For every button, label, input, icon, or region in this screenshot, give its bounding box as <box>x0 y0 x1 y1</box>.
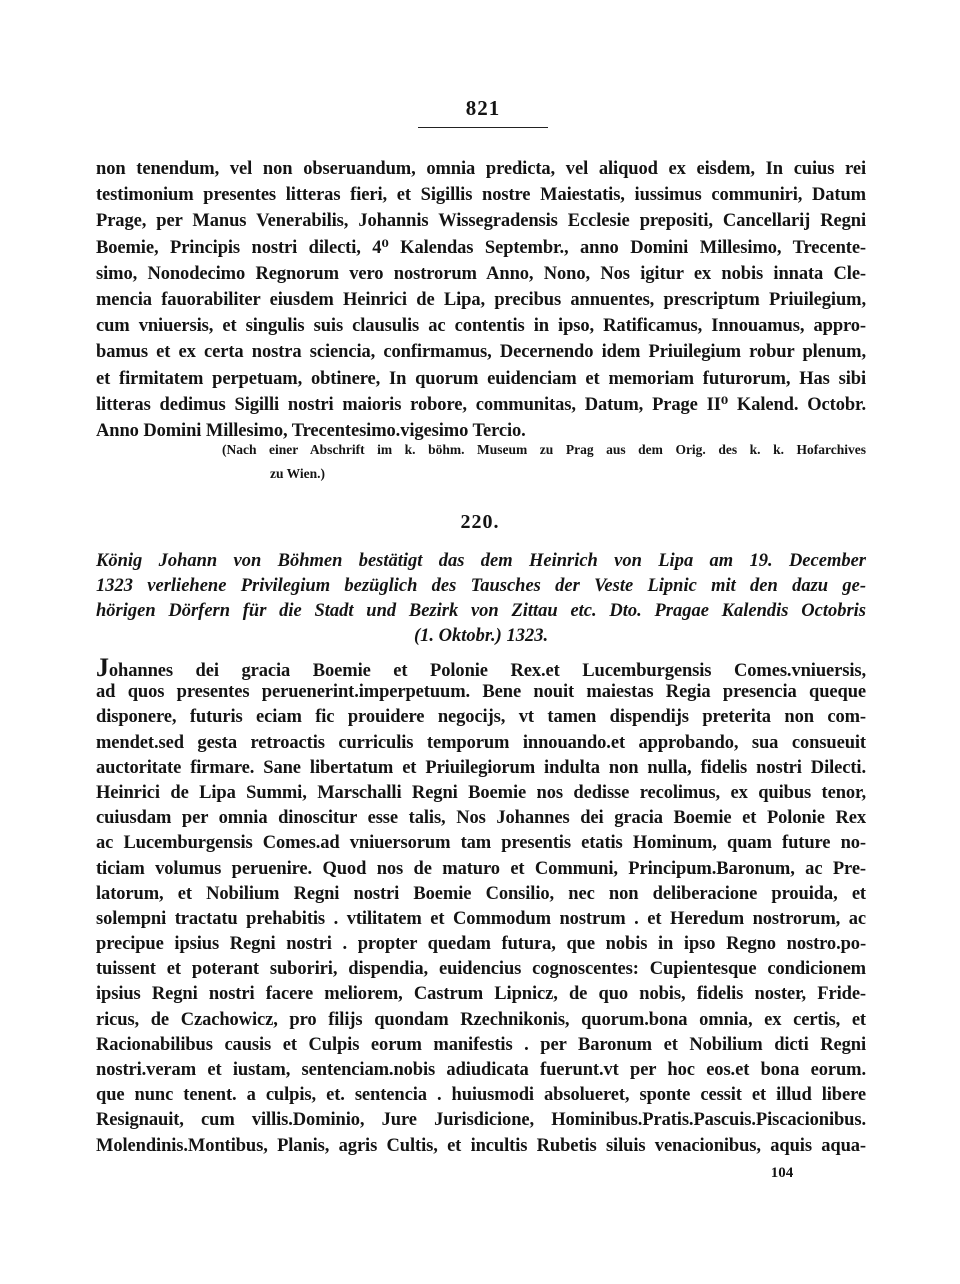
summary-line: (1. Oktobr.) 1323. <box>413 626 549 646</box>
first-line-text: ohannes dei gracia Boemie et Polonie Rex.et Lucemburgensis Comes.vniuersis, <box>108 661 866 681</box>
text-line: solempni tractatu prehabitis . vtilitatem et Commodum nostrum . et Heredum nostrorum, ac <box>96 908 866 929</box>
summary-line: hörigen Dörfern für die Stadt und Bezirk von Zittau etc. Dto. Pragae Kalendis Octobris <box>96 601 866 621</box>
text-line: latorum, et Nobilium Regni nostri Boemie Consilio, nec non deliberacione prouida, et <box>96 883 866 904</box>
text-line: Prage, per Manus Venerabilis, Johannis Wissegradensis Ecclesie prepositi, Cancellarij Regni <box>96 211 866 232</box>
paragraph-continuation <box>96 156 866 444</box>
text-line: ipsius Regni nostri facere meliorem, Castrum Lipnicz, de quo nobis, fidelis noster, Fride- <box>96 984 866 1005</box>
text-line: auctoritate firmare. Sane libertatum et Priuilegiorum indulta non nulla, fidelis nostri Dilecti. <box>96 757 866 778</box>
text-line: simo, Nonodecimo Regnorum vero nostrorum Anno, Nono, Nos igitur ex nobis innata Cle- <box>96 263 866 284</box>
summary-line: König Johann von Böhmen bestätigt das dem Heinrich von Lipa am 19. December <box>96 551 866 571</box>
text-line: ac Lucemburgensis Comes.ad vniuersorum tam presentis etatis Hominum, quam future no- <box>96 833 866 854</box>
text-line: precipue ipsius Regni nostri . propter quedam futura, que nobis in ipso Regno nostro.po- <box>96 934 866 955</box>
page-number: 821 <box>465 96 501 120</box>
source-note-line: (Nach einer Abschrift im k. böhm. Museum zu Prag aus dem Orig. des k. k. Hofarchives <box>222 442 866 457</box>
summary-line: 1323 verliehene Privilegium bezüglich des Tausches der Veste Lipnic mit den dazu ge- <box>96 576 866 596</box>
text-line: Molendinis.Montibus, Planis, agris Cultis, et incultis Rubetis siluis venacionibus, aquis aqua- <box>96 1135 866 1156</box>
text-line: Boemie, Principis nostri dilecti, 4⁰ Kalendas Septembr., anno Domini Millesimo, Trecente- <box>96 237 866 258</box>
text-line: Resignauit, cum villis.Dominio, Jure Jurisdicione, Hominibus.Pratis.Pascuis.Piscacionibus. <box>96 1110 866 1131</box>
text-line: testimonium presentes litteras fieri, et Sigillis nostre Maiestatis, iussimus communiri, Datum <box>96 185 866 206</box>
text-line: non tenendum, vel non obseruandum, omnia predicta, vel aliquod ex eisdem, In cuius rei <box>96 159 866 179</box>
charter-text <box>96 655 866 1159</box>
text-line-first <box>96 655 866 680</box>
text-line: bamus et ex certa nostra sciencia, confirmamus, Decernendo idem Priuilegium robur plenum, <box>96 342 866 363</box>
header-rule <box>418 127 548 128</box>
text-line: mendet.sed gesta retroactis curriculis temporum innouando.et approbando, sua consueuit <box>96 732 866 753</box>
text-line: mencia fauorabiliter eiusdem Heinrici de Lipa, precibus annuentes, prescriptum Priuilegium, <box>96 289 866 310</box>
text-line: cuiusdam per omnia dinoscitur esse talis, Nos Johannes dei gracia Boemie et Polonie Rex <box>96 808 866 829</box>
text-line: litteras dedimus Sigilli nostri maioris robore, communitas, Datum, Prage II⁰ Kalend. Octobr. <box>96 394 866 415</box>
document-summary <box>96 549 866 649</box>
text-line: et firmitatem perpetuam, obtinere, In quorum euidenciam et memoriam futurorum, Has sibi <box>96 368 866 389</box>
source-note-line: zu Wien.) <box>270 466 326 481</box>
text-line: ticiam volumus peruenire. Quod nos de maturo et Communi, Principum.Baronum, ac Pre- <box>96 858 866 879</box>
text-line: disponere, futuris eciam fic prouidere negocijs, vt tamen dispendijs preterita non com- <box>96 707 866 728</box>
text-line: que nunc tenent. a culpis, et. sentencia . huiusmodi absolueret, sponte cessit et illud libere <box>96 1085 866 1106</box>
text-line: Heinrici de Lipa Summi, Marschalli Regni Boemie nos dedisse recolimus, ex quibus tenor, <box>96 782 866 803</box>
text-line: ricus, de Czachowicz, pro filijs quondam Rzechnikonis, quorum.bona omnia, ex certis, et <box>96 1009 866 1030</box>
text-line: Racionabilibus causis et Culpis eorum manifestis . per Baronum et Nobilium dicti Regni <box>96 1034 866 1055</box>
text-line: nostri.veram et iustam, sentenciam.nobis adiudicata fuerunt.vt per hoc eos.et bona eorum. <box>96 1060 866 1080</box>
text-line: cum vniuersis, et singulis suis clausulis ac contentis in ipso, Ratificamus, Innouamus, appro- <box>96 316 866 337</box>
signature-mark: 104 <box>770 1165 794 1181</box>
text-line: tuissent et poterant suboriri, dispendia, euidencius cognoscentes: Cupientesque condicionem <box>96 959 866 980</box>
source-note <box>222 438 866 486</box>
text-line: ad quos presentes peruenerint.imperpetuum. Bene nouit maiestas Regia presencia queque <box>96 682 866 703</box>
text-line: Anno Domini Millesimo, Trecentesimo.vigesimo Tercio. <box>96 420 526 441</box>
drop-cap: J <box>96 653 109 682</box>
document-number: 220. <box>460 511 500 533</box>
